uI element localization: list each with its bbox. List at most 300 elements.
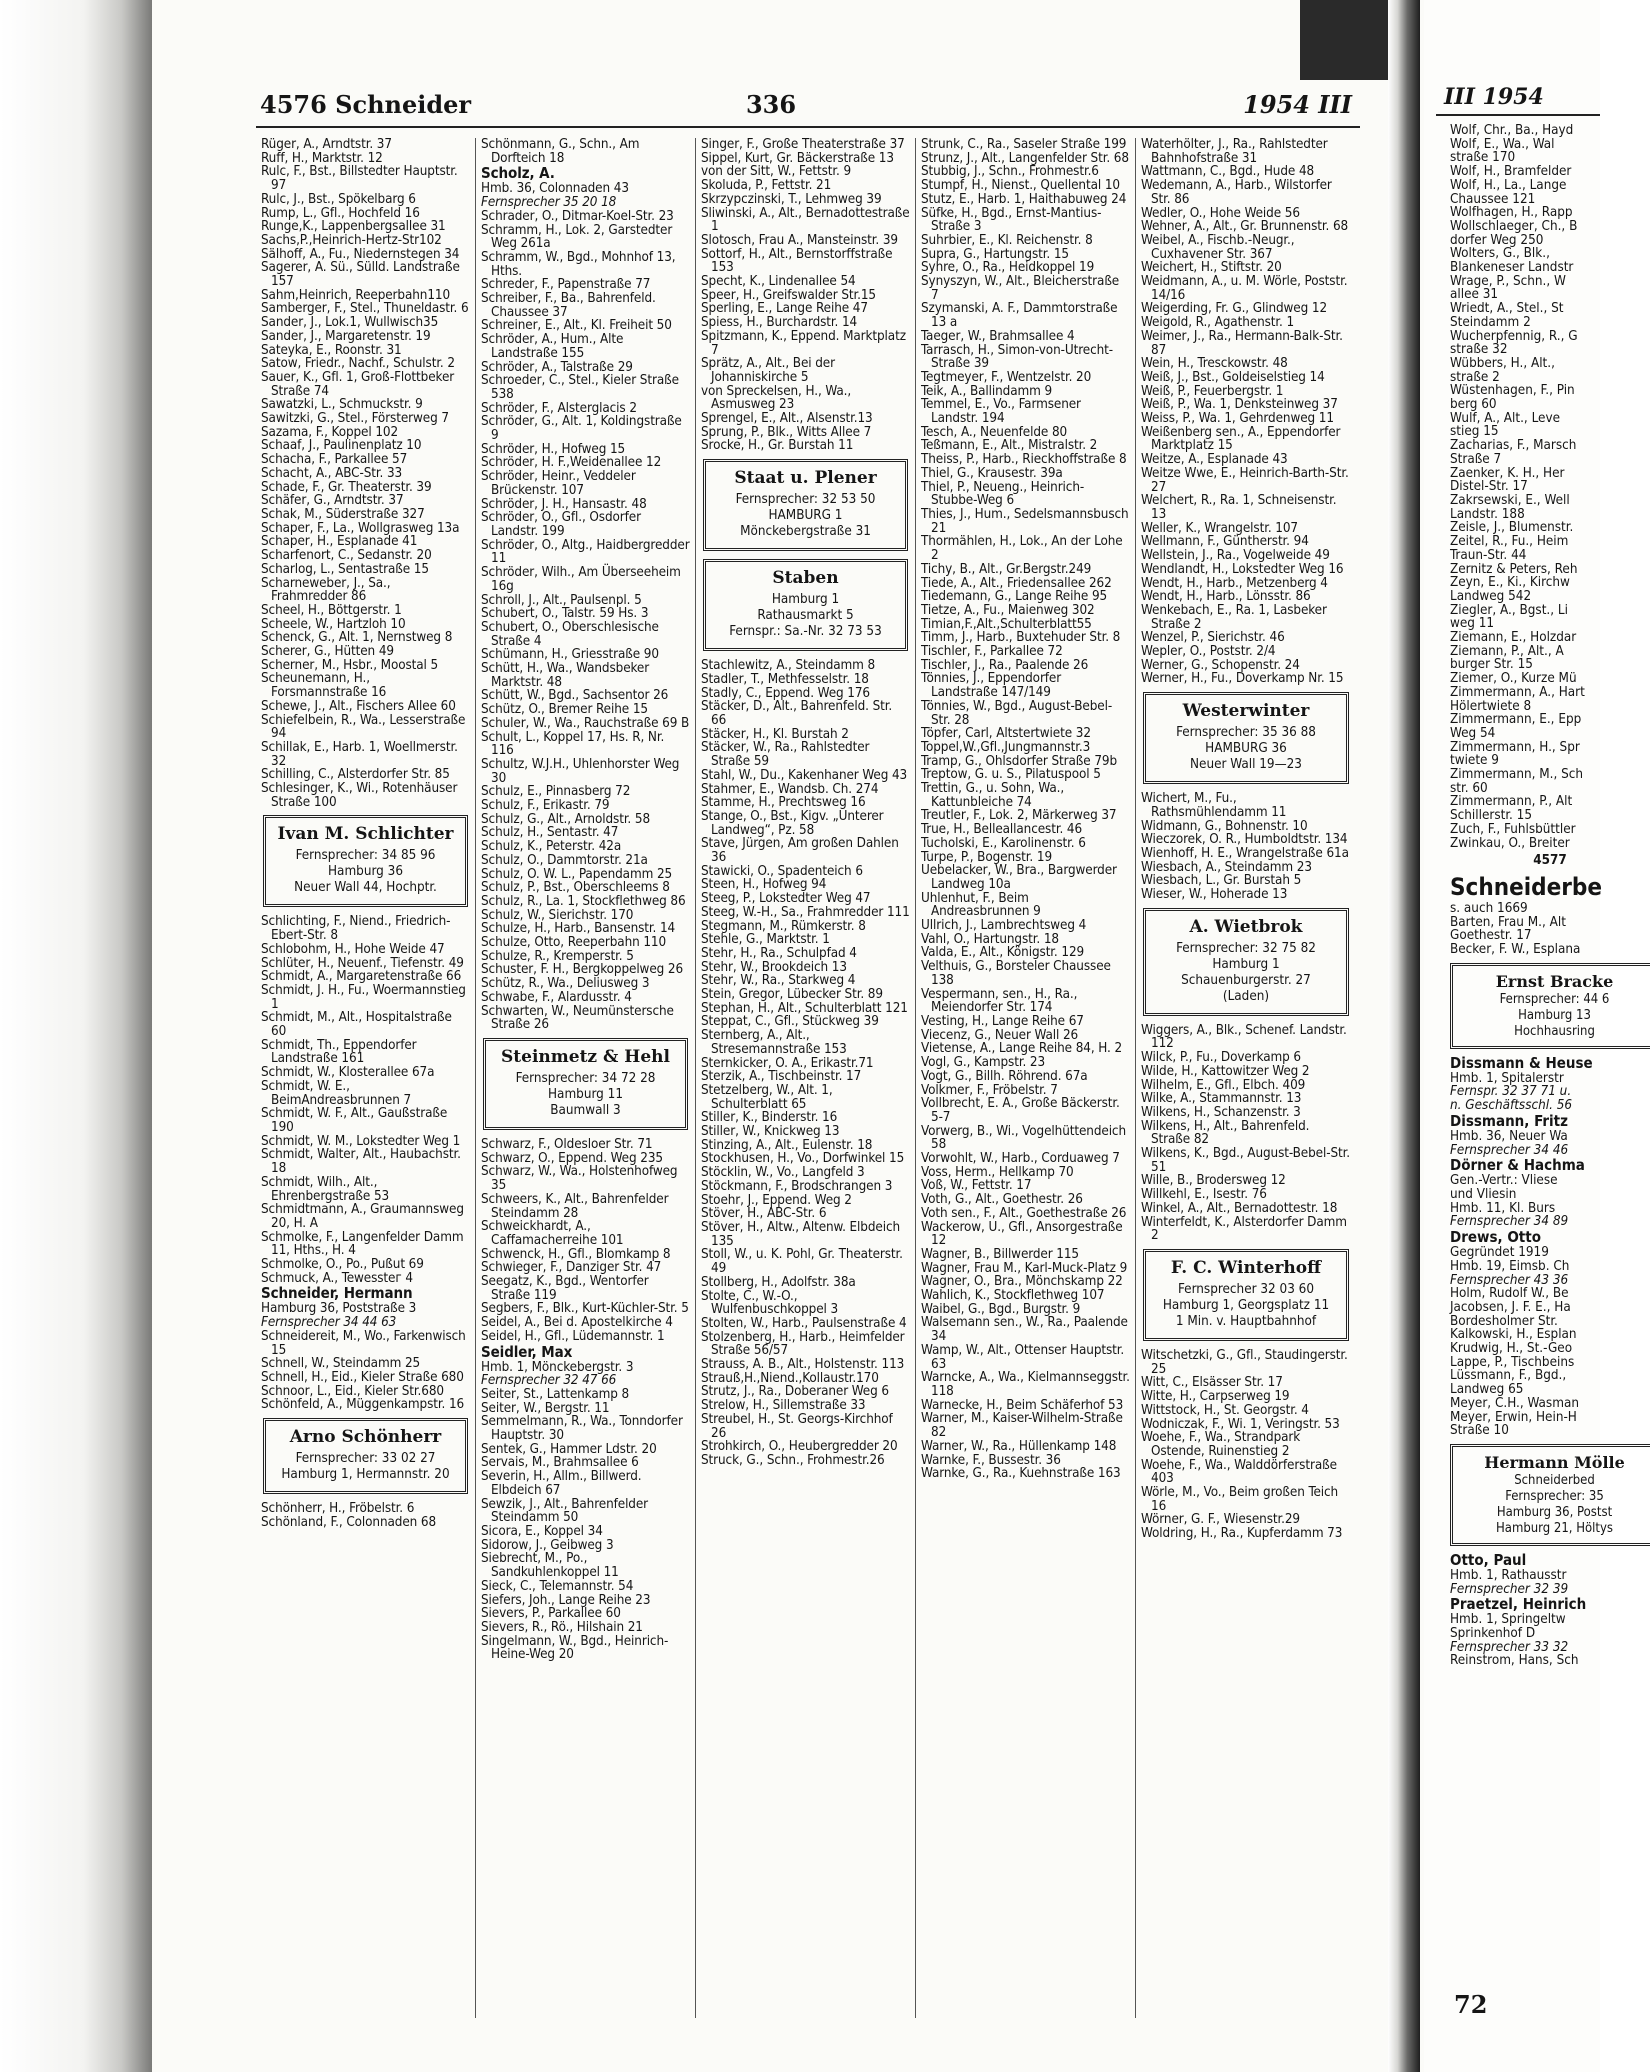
listing-entry: Vespermann, sen., H., Ra., Meiendorfer Str. 174 bbox=[921, 986, 1078, 1016]
section-heading: Schneiderbe bbox=[1450, 872, 1603, 901]
listing-entry: Landweg 542 bbox=[1450, 588, 1532, 604]
listing-entry: Hmb. 36, Neuer Wa bbox=[1450, 1128, 1568, 1144]
listing-entry: Sidorow, J., Geibweg 3 bbox=[481, 1537, 614, 1553]
listing-phone: Fernsprecher 43 36 bbox=[1450, 1272, 1569, 1288]
listing-entry: Wedler, O., Hohe Weide 56 bbox=[1141, 205, 1300, 221]
directory-page bbox=[160, 60, 1382, 2050]
ad-line: Hamburg 36 bbox=[328, 864, 403, 880]
listing-entry: Tönnies, J., Eppendorfer Landstraße 147/149 bbox=[921, 671, 1062, 701]
listing-entry: Schuster, F. H., Bergkoppelweg 26 bbox=[481, 962, 684, 978]
listing-entry: Segbers, F., Blk., Kurt-Küchler-Str. 5 bbox=[481, 1301, 689, 1317]
ad-line: Neuer Wall 19—23 bbox=[1190, 757, 1302, 773]
listing-entry: Stoehr, J., Eppend. Weg 2 bbox=[701, 1192, 852, 1208]
listing-entry: Schramm, W., Bgd., Mohnhof 13, Hths. bbox=[481, 249, 676, 279]
listing-entry: Stephan, H., Alt., Schulterblatt 121 bbox=[701, 1000, 908, 1016]
facing-page-footer: 72 bbox=[1454, 1990, 1488, 2019]
listing-entry: Wolf, E., Wa., Wal bbox=[1450, 136, 1555, 152]
listing-entry: Wörner, G. F., Wiesenstr.29 bbox=[1141, 1512, 1300, 1528]
listing-entry: Sprätz, A., Alt., Bei der Johanniskirche 5 bbox=[701, 356, 835, 385]
header-right: 1954 III bbox=[1243, 90, 1352, 119]
listing-entry: Schacht, A., ABC-Str. 33 bbox=[261, 465, 403, 481]
listing-entry: Scharfenort, C., Sedanstr. 20 bbox=[261, 548, 432, 564]
listing-entry: Schroll, J., Alt., Paulsenpl. 5 bbox=[481, 592, 642, 608]
scan-edge-left bbox=[0, 0, 152, 2072]
ad-line: Hamburg 1, Georgsplatz 11 bbox=[1162, 1298, 1330, 1313]
listing-entry: Sievers, R., Rö., Hilshain 21 bbox=[481, 1619, 643, 1635]
listing-entry: Meyer, C.H., Wasman bbox=[1450, 1395, 1579, 1411]
listing-entry: Ziemann, E., Holzdar bbox=[1450, 630, 1577, 646]
listing-entry: Schulze, H., Harb., Bansenstr. 14 bbox=[481, 921, 676, 937]
listing-entry: Wriedt, A., Stel., St bbox=[1450, 301, 1564, 317]
listing-entry: Weidmann, A., u. M. Wörle, Poststr. 14/16 bbox=[1141, 274, 1348, 303]
listing-entry: Trettin, G., u. Sohn, Wa., Kattunbleiche 74 bbox=[921, 781, 1065, 810]
listing-entry: Wein, H., Tresckowstr. 48 bbox=[1141, 356, 1288, 372]
ad-line: Hamburg 36, Postst bbox=[1496, 1504, 1613, 1520]
listing-entry: Stöver, H., ABC-Str. 6 bbox=[701, 1206, 827, 1222]
listing-entry: Schrader, O., Ditmar-Koel-Str. 23 bbox=[481, 208, 674, 224]
ad-line: Fernsprecher: 32 75 82 bbox=[1176, 940, 1316, 956]
listing-entry: Wieczorek, O. R., Humboldtstr. 134 bbox=[1141, 832, 1348, 848]
listing-entry: Schröder, H. F.,Weidenallee 12 bbox=[481, 455, 662, 471]
listing-entry: Sprung, P., Blk., Witts Allee 7 bbox=[701, 424, 872, 440]
listing-entry: Timm, J., Harb., Buxtehuder Str. 8 bbox=[921, 630, 1121, 646]
listing-entry: Schmidt, W. E., BeimAndreasbrunnen 7 bbox=[261, 1078, 412, 1108]
listing-phone: n. Geschäftsschl. 56 bbox=[1450, 1098, 1573, 1114]
listing-entry: Wahlich, K., Stockflethweg 107 bbox=[921, 1288, 1105, 1304]
listing-entry: Steeg, P., Lokstedter Weg 47 bbox=[701, 891, 871, 907]
listing-entry: Schroeder, C., Stel., Kieler Straße 538 bbox=[481, 373, 679, 402]
listing-entry: Wilhelm, E., Gfl., Elbch. 409 bbox=[1141, 1077, 1306, 1093]
listing-entry: Gegründet 1919 bbox=[1450, 1245, 1549, 1261]
listing-entry: Warnecke, H., Beim Schäferhof 53 bbox=[921, 1397, 1124, 1413]
listing-entry: Zernitz & Peters, Reh bbox=[1450, 561, 1578, 577]
listing-entry: Weiß, P., Wa. 1, Denksteinweg 37 bbox=[1141, 397, 1338, 413]
listing-entry: Landweg 65 bbox=[1450, 1382, 1524, 1398]
listing-name-bold: Schneider, Hermann bbox=[261, 1284, 413, 1303]
listing-entry: Wagner, B., Billwerder 115 bbox=[921, 1246, 1079, 1262]
listing-entry: Stachlewitz, A., Steindamm 8 bbox=[701, 658, 876, 674]
listing-entry: Strauß,H.,Niend.,Kollaustr.170 bbox=[701, 1370, 879, 1386]
advertisement-box bbox=[703, 459, 908, 551]
listing-entry: Winterfeldt, K., Alsterdorfer Damm 2 bbox=[1141, 1214, 1347, 1244]
advertisement-box bbox=[1450, 963, 1650, 1049]
column-3 bbox=[696, 138, 916, 2018]
listing-entry: Schlesinger, K., Wi., Rotenhäuser Straße 100 bbox=[261, 781, 458, 810]
ad-line: Fernsprecher: 44 6 bbox=[1499, 991, 1610, 1007]
listing-entry: Scheele, W., Hartzloh 10 bbox=[261, 616, 406, 632]
listing-entry: Sateyka, E., Roonstr. 31 bbox=[261, 342, 402, 358]
ad-line: 1 Min. v. Hauptbahnhof bbox=[1175, 1314, 1317, 1329]
listing-entry: Schult, L., Koppel 17, Hs. R, Nr. 116 bbox=[481, 729, 665, 759]
listing-entry: Toppel,W.,Gfl.,Jungmannstr.3 bbox=[921, 739, 1091, 755]
listing-entry: Stolzenberg, H., Harb., Heimfelder Straße 56/57 bbox=[701, 1329, 905, 1359]
listing-entry: Voss, Herm., Hellkamp 70 bbox=[921, 1164, 1074, 1180]
listing-entry: Widmann, G., Bohnenstr. 10 bbox=[1141, 818, 1308, 834]
listing-entry: Landstr. 188 bbox=[1450, 506, 1525, 522]
listing-entry: Lüssmann, F., Bgd., bbox=[1450, 1368, 1567, 1384]
listing-entry: Wamp, W., Alt., Ottenser Hauptstr. 63 bbox=[921, 1342, 1125, 1372]
listing-entry: Stöcklin, W., Vo., Langfeld 3 bbox=[701, 1165, 865, 1181]
listing-entry: Stäcker, W., Ra., Rahlstedter Straße 59 bbox=[701, 740, 870, 770]
listing-entry: Woldring, H., Ra., Kupferdamm 73 bbox=[1141, 1526, 1343, 1542]
listing-entry: Zwinkau, O., Breiter bbox=[1450, 835, 1570, 851]
listing-entry: Steindamm 2 bbox=[1450, 314, 1531, 330]
listing-entry: Schönmann, G., Schn., Am Dorfteich 18 bbox=[481, 137, 640, 166]
listing-entry: Volkmer, F., Fröbelstr. 7 bbox=[921, 1082, 1058, 1098]
listing-entry: Sawatzki, L., Schmuckstr. 9 bbox=[261, 397, 423, 413]
listing-entry: Tönnies, W., Bgd., August-Bebel-Str. 28 bbox=[921, 698, 1113, 728]
listing-entry: Schuler, W., Wa., Rauchstraße 69 B bbox=[481, 715, 690, 731]
ad-line: Schauenburgerstr. 27 bbox=[1181, 972, 1311, 988]
listing-entry: Schmidtmann, A., Graumannsweg 20, H. A bbox=[261, 1202, 464, 1231]
listing-entry: Steen, H., Hofweg 94 bbox=[701, 877, 827, 893]
listing-entry: Voß, W., Fettstr. 17 bbox=[921, 1178, 1032, 1194]
listing-entry: Ziegler, A., Bgst., Li bbox=[1450, 602, 1568, 618]
ad-line: Neuer Wall 44, Hochptr. bbox=[294, 880, 437, 896]
listing-name-bold: Drews, Otto bbox=[1450, 1228, 1541, 1247]
listing-entry: Welchert, R., Ra. 1, Schneisenstr. 13 bbox=[1141, 493, 1337, 522]
ad-line: HAMBURG 1 bbox=[768, 508, 843, 524]
listing-entry: Speer, H., Greifswalder Str.15 bbox=[701, 287, 876, 303]
listing-entry: Tischler, F., Parkallee 72 bbox=[921, 644, 1063, 660]
listing-entry: Warnke, G., Ra., Kuehnstraße 163 bbox=[921, 1466, 1121, 1482]
listing-entry: Ziemer, O., Kurze Mü bbox=[1450, 671, 1577, 687]
listing-entry: Zimmermann, P., Alt bbox=[1450, 794, 1573, 810]
listing-entry: Schmidt, A., Margaretenstraße 66 bbox=[261, 969, 462, 985]
listing-entry: Satow, Friedr., Nachf., Schulstr. 2 bbox=[261, 356, 455, 372]
listing-entry: Stiller, W., Knickweg 13 bbox=[701, 1124, 840, 1140]
listing-entry: Zimmermann, A., Hart bbox=[1450, 684, 1585, 700]
listing-entry: Treptow, G. u. S., Pilatuspool 5 bbox=[921, 767, 1101, 783]
listing-entry: Wollschlaeger, Ch., B bbox=[1450, 218, 1578, 234]
listing-entry: Rüger, A., Arndtstr. 37 bbox=[261, 137, 392, 152]
listing-entry: Tiede, A., Alt., Friedensallee 262 bbox=[921, 575, 1112, 591]
listing-entry: Skrzypczinski, T., Lehmweg 39 bbox=[701, 191, 882, 207]
ad-line: Fernsprecher: 34 85 96 bbox=[295, 848, 436, 864]
listing-entry: Schröder, A., Talstraße 29 bbox=[481, 359, 633, 375]
ad-line: Fernsprecher 32 03 60 bbox=[1177, 1282, 1315, 1297]
listing-entry: Stahl, W., Du., Kakenhaner Weg 43 bbox=[701, 767, 908, 783]
listing-entry: Sternkicker, O. A., Erikastr.71 bbox=[701, 1055, 874, 1071]
ad-title: Hermann Mölle bbox=[1484, 1452, 1625, 1472]
listing-entry: Strelow, H., Sillemstraße 33 bbox=[701, 1398, 866, 1414]
listing-entry: Weigerding, Fr. G., Glindweg 12 bbox=[1141, 301, 1328, 317]
listing-entry: Stinzing, A., Alt., Eulenstr. 18 bbox=[701, 1137, 873, 1153]
listing-entry: Schmidt, W., Klosterallee 67a bbox=[261, 1065, 435, 1081]
listing-entry: dorfer Weg 250 bbox=[1450, 232, 1544, 248]
listing-entry: Schröder, O., Gfl., Osdorfer Landstr. 199 bbox=[481, 510, 641, 539]
listing-entry: Weitze Wwe, E., Heinrich-Barth-Str. 27 bbox=[1141, 465, 1349, 495]
ad-line: Fernsprecher: 35 36 88 bbox=[1176, 725, 1316, 741]
listing-entry: Holm, Rudolf W., Be bbox=[1450, 1286, 1569, 1302]
listing-entry: straße 170 bbox=[1450, 150, 1516, 166]
listing-entry: Ullrich, J., Lambrechtsweg 4 bbox=[921, 918, 1087, 934]
listing-entry: Schwarten, W., Neumünstersche Straße 26 bbox=[481, 1003, 674, 1033]
listing-entry: Severin, H., Allm., Billwerd. Elbdeich 67 bbox=[481, 1469, 642, 1498]
listing-entry: Tischler, J., Ra., Paalende 26 bbox=[921, 657, 1089, 673]
listing-entry: Schade, F., Gr. Theaterstr. 39 bbox=[261, 479, 432, 495]
listing-entry: Stolte, C., W.-O., Wulfenbuschkoppel 3 bbox=[701, 1288, 839, 1318]
listing-entry: Seidel, A., Bei d. Apostelkirche 4 bbox=[481, 1315, 673, 1331]
listing-entry: Schulze, R., Kremperstr. 5 bbox=[481, 948, 634, 964]
listing-name-bold: Scholz, A. bbox=[481, 164, 555, 183]
ad-line: Fernsprecher: 32 53 50 bbox=[735, 492, 876, 508]
listing-entry: Stutz, E., Harb. 1, Haithabuweg 24 bbox=[921, 191, 1127, 207]
listing-entry: Singelmann, W., Bgd., Heinrich-Heine-Weg 20 bbox=[481, 1633, 669, 1663]
listing-entry: Wulf, A., Alt., Leve bbox=[1450, 410, 1560, 426]
listing-entry: Thies, J., Hum., Sedelsmannsbusch 21 bbox=[921, 506, 1129, 536]
listing-entry: s. auch 1669 bbox=[1450, 900, 1528, 916]
listing-entry: Hmb. 1, Spitalerstr bbox=[1450, 1070, 1564, 1086]
listing-entry: Schütz, R., Wa., Deliusweg 3 bbox=[481, 976, 650, 992]
listing-entry: Wagner, O., Bra., Mönchskamp 22 bbox=[921, 1274, 1123, 1290]
listing-entry: Krudwig, H., St.-Geo bbox=[1450, 1341, 1573, 1357]
listing-entry: Wehner, A., Alt., Gr. Brunnenstr. 68 bbox=[1141, 219, 1349, 235]
listing-entry: Schillerstr. 15 bbox=[1450, 808, 1533, 824]
listing-entry: Seiter, W., Bergstr. 11 bbox=[481, 1400, 610, 1416]
ad-line: Schneiderbed bbox=[1514, 1472, 1595, 1488]
listing-entry: Singer, F., Große Theaterstraße 37 bbox=[701, 137, 905, 152]
listing-entry: Zimmermann, M., Sch bbox=[1450, 767, 1584, 783]
listing-entry: Strauss, A. B., Alt., Holstenstr. 113 bbox=[701, 1357, 905, 1373]
listing-entry: Syhre, O., Ra., Heidkoppel 19 bbox=[921, 260, 1095, 276]
listing-entry: Slotosch, Frau A., Mansteinstr. 39 bbox=[701, 232, 898, 248]
listing-entry: Schenck, G., Alt. 1, Nernstweg 8 bbox=[261, 630, 453, 646]
listing-entry: Schwarz, O., Eppend. Weg 235 bbox=[481, 1150, 663, 1166]
listing-entry: Weitze, A., Esplanade 43 bbox=[1141, 452, 1288, 468]
listing-entry: Zacharias, F., Marsch bbox=[1450, 438, 1577, 454]
listing-name-bold: Otto, Paul bbox=[1450, 1550, 1527, 1569]
listing-entry: Stein, Gregor, Lübecker Str. 89 bbox=[701, 987, 883, 1003]
listing-entry: Warner, M., Kaiser-Wilhelm-Straße 82 bbox=[921, 1411, 1123, 1441]
listing-entry: Voth, G., Alt., Goethestr. 26 bbox=[921, 1192, 1083, 1208]
ad-line: Fernspr.: Sa.-Nr. 32 73 53 bbox=[729, 624, 882, 640]
listing-entry: Tucholski, E., Karolinenstr. 6 bbox=[921, 835, 1086, 851]
listing-entry: Schulz, H., Sentastr. 47 bbox=[481, 825, 619, 841]
listing-entry: Stehr, H., Ra., Schulpfad 4 bbox=[701, 945, 857, 961]
listing-entry: Suhrbier, E., Kl. Reichenstr. 8 bbox=[921, 232, 1093, 248]
listing-entry: Stäcker, H., Kl. Burstah 2 bbox=[701, 726, 849, 742]
listing-entry: Sterzik, A., Tischbeinstr. 17 bbox=[701, 1069, 862, 1085]
listing-entry: Wackerow, U., Gfl., Ansorgestraße 12 bbox=[921, 1219, 1123, 1249]
listing-entry: Schröder, H., Hofweg 15 bbox=[481, 441, 626, 457]
listing-entry: Siebrecht, M., Po., Sandkuhlenkoppel 11 bbox=[481, 1551, 619, 1581]
listing-entry: Velthuis, G., Borsteler Chaussee 138 bbox=[921, 959, 1111, 988]
listing-entry: Winkel, A., Alt., Bernadottestr. 18 bbox=[1141, 1200, 1338, 1216]
listing-entry: Vorwohlt, W., Harb., Corduaweg 7 bbox=[921, 1151, 1120, 1167]
listing-entry: Wedemann, A., Harb., Wilstorfer Str. 86 bbox=[1141, 178, 1332, 207]
listing-entry: Weiß, P., Feuerbergstr. 1 bbox=[1141, 383, 1284, 399]
ad-line: (Laden) bbox=[1222, 988, 1270, 1004]
listing-entry: Vollbrecht, E. A., Große Bäckerstr. 5-7 bbox=[921, 1096, 1120, 1125]
listing-entry: Zimmermann, E., Epp bbox=[1450, 712, 1582, 728]
listing-entry: Zakrsewski, E., Well bbox=[1450, 492, 1570, 508]
listing-entry: Wiesbach, A., Steindamm 23 bbox=[1141, 859, 1312, 875]
listing-entry: Weigold, R., Agathenstr. 1 bbox=[1141, 315, 1295, 331]
listing-entry: Goethestr. 17 bbox=[1450, 928, 1532, 944]
listing-entry: Witte, H., Carpserweg 19 bbox=[1141, 1389, 1290, 1405]
ad-title: Westerwinter bbox=[1182, 701, 1310, 722]
header-left: 4576 Schneider bbox=[260, 90, 472, 119]
advertisement-box bbox=[1450, 1444, 1650, 1546]
listing-entry: Hmb. 1, Mönckebergstr. 3 bbox=[481, 1359, 634, 1375]
listing-entry: Wilke, A., Stammannstr. 13 bbox=[1141, 1091, 1302, 1107]
listing-phone: Fernsprecher 32 39 bbox=[1450, 1581, 1569, 1597]
listing-entry: Schümann, H., Griesstraße 90 bbox=[481, 647, 659, 663]
listing-entry: Distel-Str. 17 bbox=[1450, 479, 1528, 495]
listing-entry: Struck, G., Schn., Frohmestr.26 bbox=[701, 1452, 885, 1468]
listing-entry: Schlüter, H., Neuenf., Tiefenstr. 49 bbox=[261, 955, 464, 971]
listing-entry: Stehle, G., Marktstr. 1 bbox=[701, 932, 830, 948]
listing-entry: Schröder, G., Alt. 1, Koldingstraße 9 bbox=[481, 414, 682, 444]
listing-entry: Witt, C., Elsässer Str. 17 bbox=[1141, 1375, 1283, 1391]
listing-entry: Wieser, W., Hoherade 13 bbox=[1141, 887, 1288, 903]
listing-entry: Weller, K., Wrangelstr. 107 bbox=[1141, 520, 1298, 536]
listing-entry: Ziemann, P., Alt., A bbox=[1450, 643, 1564, 659]
listing-entry: Schillak, E., Harb. 1, Woellmerstr. 32 bbox=[261, 739, 458, 769]
listing-entry: Kalkowski, H., Esplan bbox=[1450, 1327, 1577, 1343]
listing-entry: Vietense, A., Lange Reihe 84, H. 2 bbox=[921, 1041, 1123, 1057]
listing-entry: Schramm, H., Lok. 2, Garstedter Weg 261a bbox=[481, 222, 673, 252]
ad-title: Ernst Bracke bbox=[1495, 971, 1614, 991]
listing-entry: Schnoor, L., Eid., Kieler Str.680 bbox=[261, 1383, 444, 1399]
listing-entry: Schmidt, W. F., Alt., Gaußstraße 190 bbox=[261, 1106, 448, 1135]
listing-entry: Scheunemann, H., Forsmannstraße 16 bbox=[261, 671, 387, 701]
listing-entry: Strohkirch, O., Heubergredder 20 bbox=[701, 1439, 898, 1455]
listing-entry: Zeyn, E., Ki., Kirchw bbox=[1450, 575, 1570, 591]
listing-phone: Fernsprecher 34 89 bbox=[1450, 1214, 1569, 1230]
listing-entry: Scheel, H., Böttgerstr. 1 bbox=[261, 602, 402, 618]
ad-line: Hamburg 1 bbox=[771, 592, 840, 608]
listing-entry: Rump, L., Gfl., Hochfeld 16 bbox=[261, 205, 420, 221]
listing-entry: Spiess, H., Burchardstr. 14 bbox=[701, 315, 858, 331]
ad-line: Baumwall 3 bbox=[550, 1103, 621, 1118]
listing-entry: Uhlenhut, F., Beim Andreasbrunnen 9 bbox=[921, 890, 1041, 920]
listing-entry: Schönland, F., Colonnaden 68 bbox=[261, 1514, 437, 1530]
advertisement-box bbox=[263, 815, 468, 907]
listing-entry: Sawitzki, G., Stel., Försterweg 7 bbox=[261, 411, 449, 427]
listing-entry: Srocke, H., Gr. Burstah 11 bbox=[701, 438, 854, 454]
listing-phone: Fernsprecher 34 44 63 bbox=[261, 1315, 397, 1331]
listing-entry: Steeg, W.-H., Sa., Frahmredder 111 bbox=[701, 904, 910, 920]
listing-entry: Stäcker, D., Alt., Bahrenfeld. Str. 66 bbox=[701, 699, 893, 728]
listing-entry: Schulz, O., Dammtorstr. 21a bbox=[481, 852, 648, 868]
listing-entry: Hmb. 1, Springeltw bbox=[1450, 1612, 1566, 1628]
listing-entry: True, H., Belleallancestr. 46 bbox=[921, 822, 1083, 838]
listing-entry: Vahl, O., Hartungstr. 18 bbox=[921, 931, 1059, 947]
page-header bbox=[160, 90, 1382, 126]
advertisement-box bbox=[703, 559, 908, 651]
listing-entry: Wenzel, P., Sierichstr. 46 bbox=[1141, 630, 1285, 646]
column-1 bbox=[256, 138, 476, 2018]
column-2 bbox=[476, 138, 696, 2018]
listing-entry: Schulz, F., Erikastr. 79 bbox=[481, 798, 610, 814]
facing-header-rule bbox=[1436, 114, 1600, 116]
listing-entry: Schulz, E., Pinnasberg 72 bbox=[481, 784, 631, 800]
listing-entry: Schwieger, F., Danziger Str. 47 bbox=[481, 1260, 662, 1276]
listing-entry: Becker, F. W., Esplana bbox=[1450, 942, 1581, 958]
ad-title: Staben bbox=[772, 568, 839, 589]
listing-entry: Wenkebach, E., Ra. 1, Lasbeker Straße 2 bbox=[1141, 602, 1327, 632]
listing-entry: Zeitel, R., Fu., Heim bbox=[1450, 534, 1569, 550]
listing-entry: Schaper, H., Esplanade 41 bbox=[261, 534, 418, 550]
listing-entry: Werner, G., Schopenstr. 24 bbox=[1141, 657, 1300, 673]
listing-entry: Scherner, M., Hsbr., Moostal 5 bbox=[261, 657, 439, 673]
listing-entry: von der Sitt, W., Fettstr. 9 bbox=[701, 164, 852, 180]
listing-entry: Sentek, G., Hammer Ldstr. 20 bbox=[481, 1441, 657, 1457]
listing-entry: Schmolke, F., Langenfelder Damm 11, Hths., H. 4 bbox=[261, 1229, 464, 1259]
listing-entry: Walsemann sen., W., Ra., Paalende 34 bbox=[921, 1315, 1128, 1345]
listing-entry: Skoluda, P., Fettstr. 21 bbox=[701, 178, 832, 194]
listing-entry: Weiss, P., Wa. 1, Gehrdenweg 11 bbox=[1141, 411, 1334, 427]
listing-entry: Thiel, G., Krausestr. 39a bbox=[921, 465, 1063, 481]
ad-line: Fernsprecher: 33 02 27 bbox=[295, 1451, 436, 1467]
listing-entry: Schweickhardt, A., Caffamacherreihe 101 bbox=[481, 1219, 624, 1248]
listing-entry: Schreiner, E., Alt., Kl. Freiheit 50 bbox=[481, 318, 672, 334]
listing-entry: Schäfer, G., Arndtstr. 37 bbox=[261, 493, 404, 509]
listing-entry: berg 60 bbox=[1450, 397, 1497, 413]
listing-entry: Weg 54 bbox=[1450, 725, 1496, 741]
listing-entry: Wittstock, H., St. Georgstr. 4 bbox=[1141, 1402, 1309, 1418]
listing-entry: Schacha, F., Parkallee 57 bbox=[261, 452, 408, 468]
listing-phone: Fernsprecher 35 20 18 bbox=[481, 195, 617, 211]
listing-entry: Wolf, H., Bramfelder bbox=[1450, 164, 1572, 180]
advertisement-box bbox=[483, 1038, 688, 1130]
listing-entry: Schulz, R., La. 1, Stockflethweg 86 bbox=[481, 893, 686, 909]
listing-entry: Wilck, P., Fu., Doverkamp 6 bbox=[1141, 1050, 1301, 1066]
listing-entry: Sottorf, H., Alt., Bernstorffstraße 153 bbox=[701, 246, 893, 276]
ad-title: Staat u. Plener bbox=[734, 468, 877, 489]
listing-entry: Wucherpfennig, R., G bbox=[1450, 328, 1578, 344]
listing-entry: Uebelacker, W., Bra., Bargwerder Landweg 10a bbox=[921, 863, 1117, 892]
listing-entry: Streubel, H., St. Georgs-Kirchhof 26 bbox=[701, 1411, 893, 1441]
listing-entry: Stolten, W., Harb., Paulsenstraße 4 bbox=[701, 1315, 907, 1331]
ad-title: Steinmetz & Hehl bbox=[501, 1047, 670, 1067]
listing-entry: Sauer, K., Gfl. 1, Groß-Flottbeker Straße 74 bbox=[261, 369, 455, 399]
listing-entry: Sperling, E., Lange Reihe 47 bbox=[701, 301, 868, 317]
listing-entry: Zaenker, K. H., Her bbox=[1450, 465, 1565, 481]
listing-name-bold: Seidler, Max bbox=[481, 1342, 573, 1361]
listing-entry: Szymanski, A. F., Dammtorstraße 13 a bbox=[921, 301, 1118, 331]
listing-entry: Stahmer, E., Wandsb. Ch. 274 bbox=[701, 781, 879, 797]
listing-entry: Schröder, Heinr., Veddeler Brückenstr. 107 bbox=[481, 469, 636, 498]
listing-name-bold: Praetzel, Heinrich bbox=[1450, 1595, 1587, 1614]
advertisement-box bbox=[263, 1418, 468, 1494]
listing-entry: Schubert, O., Talstr. 59 Hs. 3 bbox=[481, 606, 649, 622]
ad-line: Hamburg 1, Hermannstr. 20 bbox=[281, 1467, 450, 1483]
listing-entry: Schulz, P., Bst., Oberschleems 8 bbox=[481, 880, 670, 896]
ad-line: Hochhausring bbox=[1514, 1023, 1595, 1039]
listing-entry: straße 2 bbox=[1450, 369, 1500, 385]
listing-entry: Strutz, J., Ra., Doberaner Weg 6 bbox=[701, 1384, 889, 1400]
page-number: 336 bbox=[745, 90, 797, 119]
listing-entry: Wattmann, C., Bgd., Hude 48 bbox=[1141, 164, 1315, 180]
listing-entry: Weimer, J., Ra., Hermann-Balk-Str. 87 bbox=[1141, 328, 1343, 358]
listing-entry: Sander, J., Margaretenstr. 19 bbox=[261, 328, 431, 344]
listing-entry: und Vliesin bbox=[1450, 1187, 1517, 1202]
listing-entry: Rulc, F., Bst., Billstedter Hauptstr. 97 bbox=[261, 164, 458, 194]
listing-entry: Schmuck, A., Tewesstег 4 bbox=[261, 1270, 413, 1286]
listing-entry: Rulc, J., Bst., Spökelbarg 6 bbox=[261, 191, 416, 207]
listing-entry: Sagerer, A. Sü., Sülld. Landstraße 157 bbox=[261, 260, 460, 290]
listing-entry: twiete 9 bbox=[1450, 753, 1499, 769]
listing-entry: Seiter, St., Lattenkamp 8 bbox=[481, 1386, 630, 1402]
listing-entry: allee 31 bbox=[1450, 287, 1499, 303]
advertisement-box bbox=[1143, 692, 1349, 784]
listing-entry: Samberger, F., Stel., Thuneldastr. 6 bbox=[261, 301, 469, 317]
listing-entry: Schaper, F., La., Wollgrasweg 13a bbox=[261, 520, 460, 536]
listing-entry: Schmidt, M., Alt., Hospitalstraße 60 bbox=[261, 1010, 452, 1040]
